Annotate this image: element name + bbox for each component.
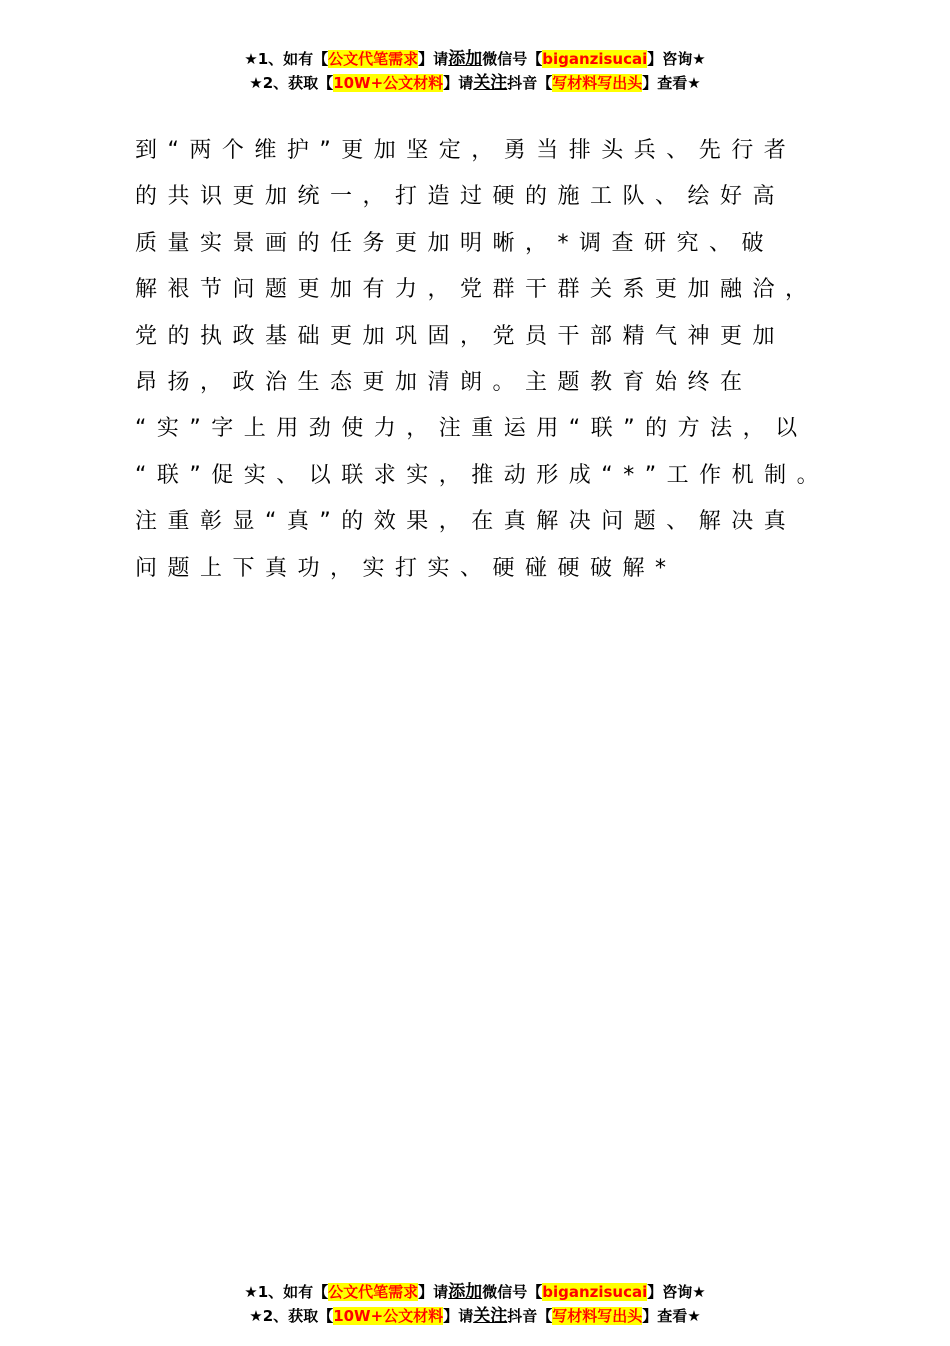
document-body [135,128,855,592]
footer-douyin-highlight: 写材料写出头 [552,1307,643,1325]
footer-line2-suffix: 】查看★ [642,1307,701,1325]
header-wechat-id-highlight: biganzisucai [542,50,648,68]
footer-materials-highlight: 10W+公文材料 [333,1307,444,1325]
header-follow-emphasis: 关注 [473,73,508,93]
footer-line2-mid1: 】请 [443,1307,474,1325]
body-line: 注重彰显“真”的效果，在真解决问题、解决真 [135,509,797,535]
footer-line1-mid1: 】请 [418,1283,449,1301]
header-banner [0,47,950,95]
body-line: 到“两个维护”更加坚定，勇当排头兵、先行者 [135,138,797,163]
header-line1-mid1: 】请 [418,50,449,68]
footer-follow-emphasis: 关注 [473,1306,508,1326]
body-line: 党的执政基础更加巩固，党员干部精气神更加 [135,323,786,349]
header-line2-prefix: ★2、获取【 [249,74,334,92]
footer-line1-mid2: 微信号【 [482,1283,543,1301]
footer-wechat-id-highlight: biganzisucai [542,1283,648,1301]
header-line1-suffix: 】咨询★ [647,50,706,68]
header-materials-highlight: 10W+公文材料 [333,74,444,92]
footer-banner-line-1 [0,1280,950,1304]
footer-banner-line-2 [0,1304,950,1328]
header-line1-mid2: 微信号【 [482,50,543,68]
header-line2-mid1: 】请 [443,74,474,92]
footer-add-emphasis: 添加 [448,1282,483,1302]
footer-line2-prefix: ★2、获取【 [249,1307,334,1325]
body-line: “实”字上用劲使力，注重运用“联”的方法，以 [135,416,808,442]
footer-line2-mid2: 抖音【 [507,1307,553,1325]
footer-banner [0,1280,950,1328]
header-banner-line-1 [0,47,950,71]
footer-line1-prefix: ★1、如有【 [244,1283,329,1301]
body-line: 的共识更加统一，打造过硬的施工队、绘好高 [135,184,786,210]
header-line1-prefix: ★1、如有【 [244,50,329,68]
body-line: 解裉节问题更加有力，党群干群关系更加融洽， [135,277,818,303]
body-line: 问题上下真功，实打实、硬碰硬破解* [135,555,677,581]
footer-line1-suffix: 】咨询★ [647,1283,706,1301]
header-service-highlight: 公文代笔需求 [328,50,419,68]
body-line: “联”促实、以联求实，推动形成“*”工作机制。 [135,462,830,488]
body-line: 昂扬，政治生态更加清朗。主题教育始终在 [135,369,753,395]
header-line2-suffix: 】查看★ [642,74,701,92]
body-line: 质量实景画的任务更加明晰，*调查研究、破 [135,230,775,256]
footer-service-highlight: 公文代笔需求 [328,1283,419,1301]
header-douyin-highlight: 写材料写出头 [552,74,643,92]
header-line2-mid2: 抖音【 [507,74,553,92]
header-banner-line-2 [0,71,950,95]
header-add-emphasis: 添加 [448,49,483,69]
